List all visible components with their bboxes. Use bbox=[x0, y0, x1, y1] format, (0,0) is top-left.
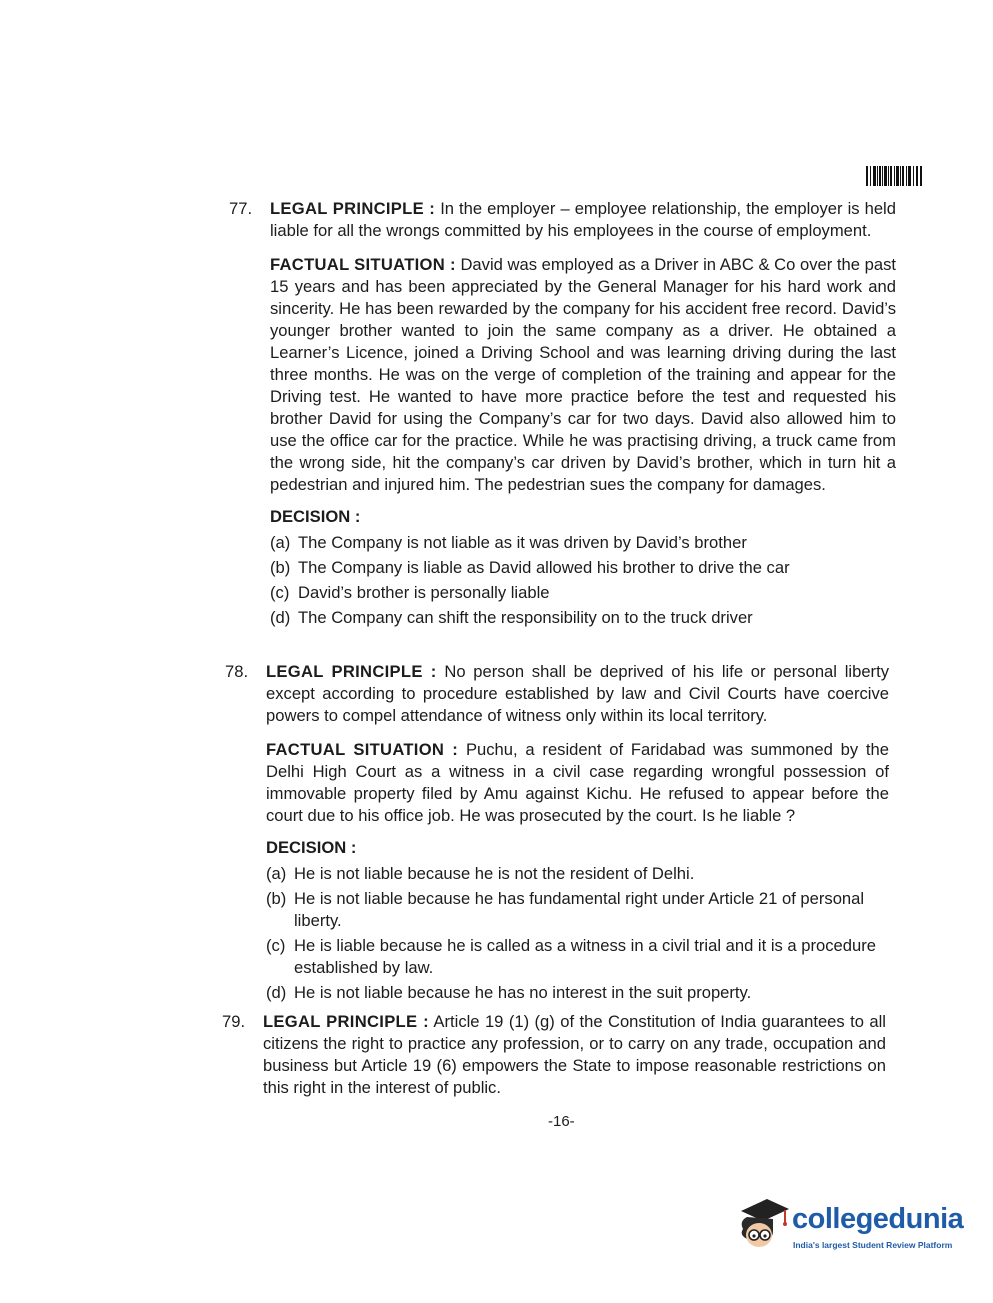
option-letter: (d) bbox=[266, 983, 287, 1002]
question-number: 78. bbox=[225, 662, 249, 681]
barcode bbox=[866, 166, 922, 186]
legal-principle-label: LEGAL PRINCIPLE : bbox=[266, 662, 437, 681]
option-text: He is not liable because he has no interest in the suit property. bbox=[294, 983, 752, 1002]
legal-principle-text: No person shall be deprived of his life or personal liberty except according to procedure established by law and Civil Courts have coercive powers to compel attendance of witness only within its local territory. bbox=[266, 662, 889, 725]
factual-situation-label: FACTUAL SITUATION : bbox=[266, 740, 459, 759]
logo-tagline: India's largest Student Review Platform bbox=[793, 1240, 953, 1250]
options-list bbox=[266, 863, 889, 1004]
factual-situation-label: FACTUAL SITUATION : bbox=[270, 255, 456, 274]
decision-label: DECISION : bbox=[266, 838, 357, 857]
question-77 bbox=[229, 198, 896, 632]
option-letter: (c) bbox=[266, 936, 286, 955]
option-letter: (d) bbox=[270, 608, 291, 627]
option-c[interactable] bbox=[270, 582, 896, 604]
option-a[interactable] bbox=[266, 863, 889, 885]
option-letter: (a) bbox=[270, 533, 291, 552]
factual-situation-text: David was employed as a Driver in ABC & Co over the past 15 years and has been appreciated by the General Manager for his hard work and sincerity. He has been rewarded by the company for his accident free record. David’s younger brother wanted to join the same company as a driver. He obtained a Learner’s Licence, joined a Driving School and was learning driving during the last three months. He was on the verge of completion of the training and appear for the Driving test. He wanted to have more practice before the test and requested his brother David for using the Company’s car for two days. David also allowed him to use the office car for the practice. While he was practising driving, a truck came from the wrong side, hit the company’s car driven by David’s brother, which in turn hit a pedestrian and injured him. The pedestrian sues the company for damages. bbox=[270, 255, 896, 494]
option-text: He is not liable because he has fundamental right under Article 21 of personal liberty. bbox=[294, 889, 865, 930]
logo-name: collegedunia bbox=[792, 1203, 964, 1235]
question-78 bbox=[225, 661, 889, 1007]
legal-principle-label: LEGAL PRINCIPLE : bbox=[263, 1012, 429, 1031]
option-letter: (b) bbox=[270, 558, 291, 577]
page-number: -16- bbox=[548, 1113, 575, 1130]
option-text: David’s brother is personally liable bbox=[298, 583, 550, 602]
factual-situation-text: Puchu, a resident of Faridabad was summoned by the Delhi High Court as a witness in a civil case regarding wrongful possession of immovable property filed by Amu against Kichu. He refused to appear before the court due to his office job. He was prosecuted by the court. Is he liable ? bbox=[266, 740, 889, 825]
decision-label: DECISION : bbox=[270, 507, 361, 526]
option-letter: (b) bbox=[266, 889, 287, 908]
legal-principle bbox=[263, 1011, 886, 1099]
option-b[interactable] bbox=[270, 557, 896, 579]
factual-situation bbox=[266, 739, 889, 827]
option-text: He is not liable because he is not the resident of Delhi. bbox=[294, 864, 695, 883]
option-d[interactable] bbox=[266, 982, 889, 1004]
option-letter: (a) bbox=[266, 864, 287, 883]
legal-principle bbox=[270, 198, 896, 242]
option-text: The Company is not liable as it was driven by David’s brother bbox=[298, 533, 747, 552]
option-text: The Company can shift the responsibility on to the truck driver bbox=[298, 608, 753, 627]
option-text: The Company is liable as David allowed his brother to drive the car bbox=[298, 558, 790, 577]
question-number: 79. bbox=[222, 1012, 246, 1031]
legal-principle-text: In the employer – employee relationship, the employer is held liable for all the wrongs committed by his employees in the course of employment. bbox=[270, 199, 896, 240]
legal-principle-text: Article 19 (1) (g) of the Constitution of India guarantees to all citizens the right to practice any profession, or to carry on any trade, occupation and business but Article 19 (6) empowers the State to impose reasonable restrictions on this right in the interest of public. bbox=[263, 1012, 886, 1097]
option-letter: (c) bbox=[270, 583, 290, 602]
question-79 bbox=[222, 1011, 886, 1099]
option-a[interactable] bbox=[270, 532, 896, 554]
legal-principle-label: LEGAL PRINCIPLE : bbox=[270, 199, 436, 218]
mascot-icon bbox=[735, 1195, 791, 1255]
option-d[interactable] bbox=[270, 607, 896, 629]
option-c[interactable] bbox=[266, 935, 889, 979]
question-number: 77. bbox=[229, 199, 253, 218]
collegedunia-logo[interactable] bbox=[735, 1195, 965, 1267]
legal-principle bbox=[266, 661, 889, 727]
option-b[interactable] bbox=[266, 888, 889, 932]
factual-situation bbox=[270, 254, 896, 496]
options-list bbox=[270, 532, 896, 629]
option-text: He is liable because he is called as a witness in a civil trial and it is a procedure established by law. bbox=[294, 936, 876, 977]
